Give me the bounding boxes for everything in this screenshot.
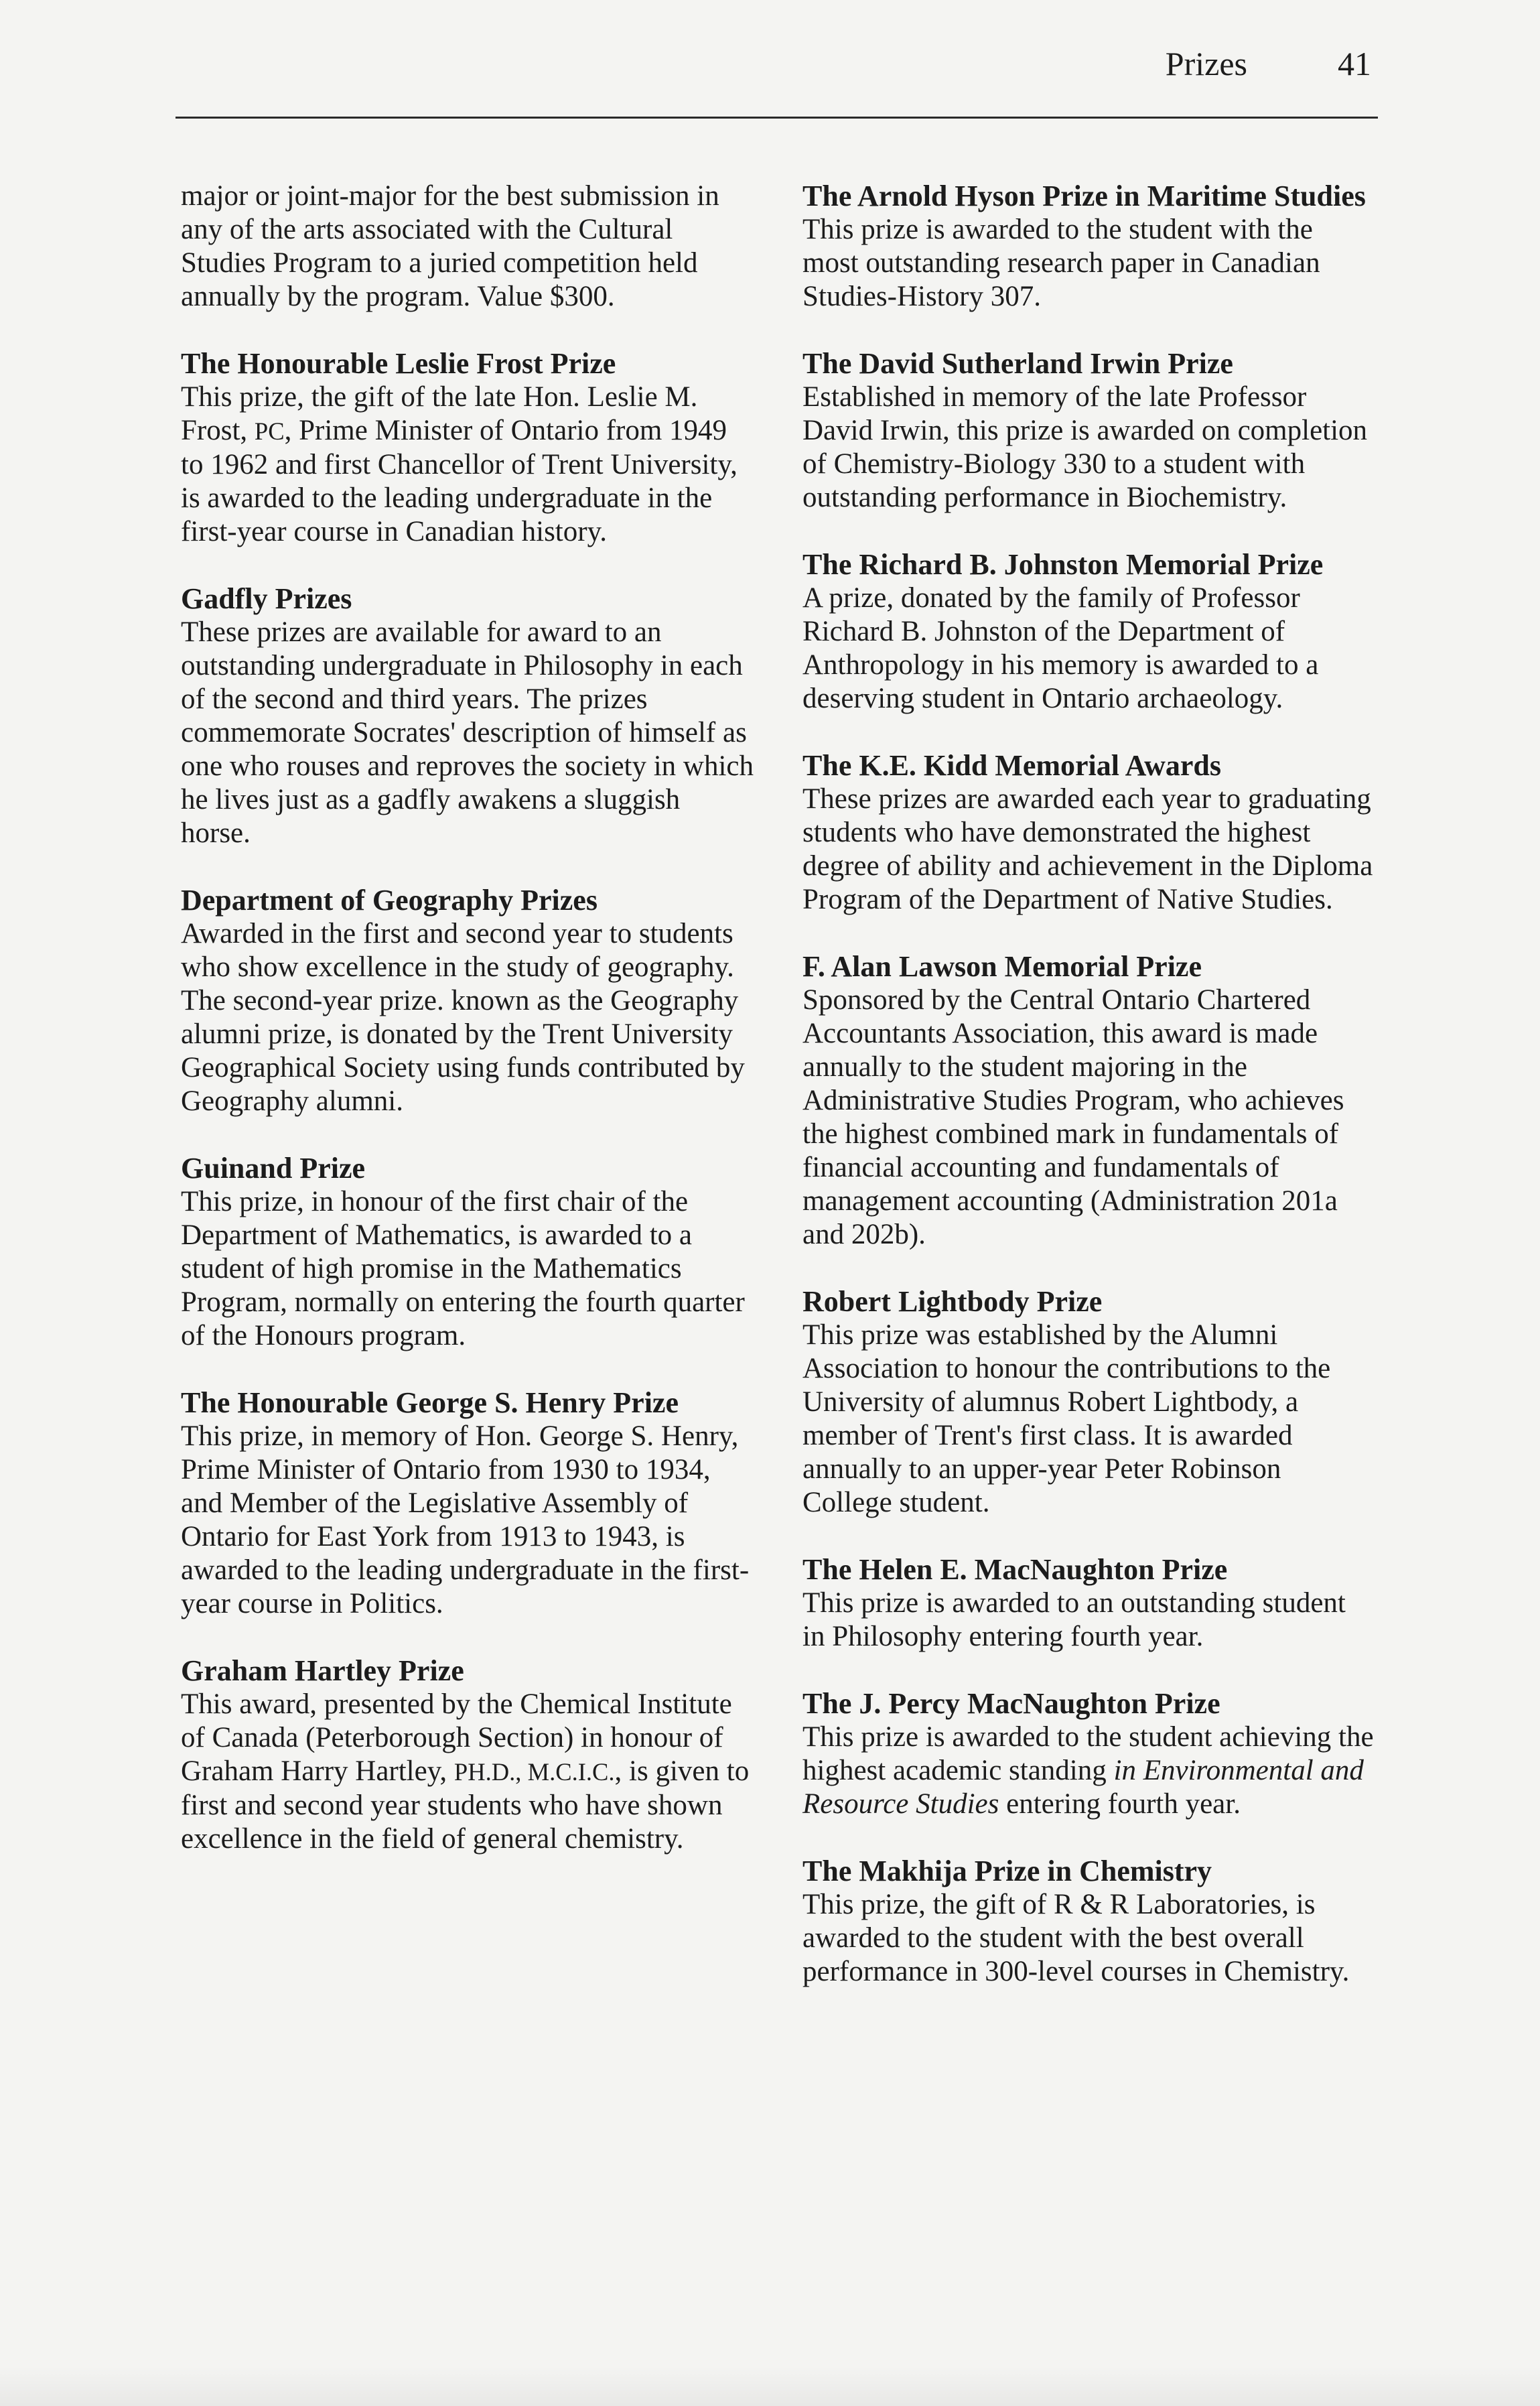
prize-entry-guinand <box>181 1152 754 1353</box>
entry-body: These prizes are awarded each year to graduating students who have demonstrated the highest degree of ability and achievement in the Diploma Program of the Department of Native Studies. <box>802 783 1373 915</box>
running-title: Prizes <box>1165 45 1247 82</box>
entry-body-smallcaps: PH.D., M.C.I.C. <box>453 1758 615 1786</box>
prize-entry-alan-lawson <box>802 950 1375 1252</box>
entry-body: This prize, the gift of R & R Laboratories, is awarded to the student with the best overall performance in 300-level courses in Chemistry. <box>802 1889 1350 1987</box>
right-column <box>802 180 1375 2022</box>
entry-body <box>802 1721 1375 1821</box>
entry-body: These prizes are available for award to an outstanding undergraduate in Philosophy in each of the second and third years. The prizes commemorate Socrates' description of himself as one who rouses and reproves the society in which he lives just as a gadfly awakens a sluggish horse. <box>181 616 754 849</box>
entry-body: This prize was established by the Alumni Association to honour the contributions to the University of alumnus Robert Lightbody, a member of Trent's first class. It is awarded annually to an upper-year Peter Robinson College student. <box>802 1319 1331 1518</box>
prize-entry-david-irwin <box>802 347 1375 515</box>
page-number: 41 <box>1338 45 1371 82</box>
entry-title: The David Sutherland Irwin Prize <box>802 347 1233 380</box>
entry-title: The K.E. Kidd Memorial Awards <box>802 749 1221 782</box>
prize-entry-geography <box>181 884 754 1118</box>
entry-title: Graham Hartley Prize <box>181 1654 464 1687</box>
entry-title: The Richard B. Johnston Memorial Prize <box>802 548 1324 581</box>
entry-body: This prize is awarded to an outstanding student in Philosophy entering fourth year. <box>802 1587 1346 1652</box>
entry-body-text: , Prime Minister of Ontario from 1949 to 1962 and first Chancellor of Trent University, is awarded to the leading undergraduate in the first-year course in Canadian history. <box>181 415 738 547</box>
page-header <box>176 42 1378 109</box>
prize-entry-helen-macnaughton <box>802 1553 1375 1654</box>
prize-entry-ke-kidd <box>802 749 1375 917</box>
prize-entry-continuation <box>181 180 754 314</box>
prize-entry-robert-lightbody <box>802 1285 1375 1520</box>
entry-title: The Helen E. MacNaughton Prize <box>802 1553 1228 1586</box>
left-column <box>181 180 754 1889</box>
entry-body-text: This prize is awarded to the student achieving the highest academic standing <box>802 1721 1374 1786</box>
entry-title: Robert Lightbody Prize <box>802 1285 1103 1318</box>
entry-title: F. Alan Lawson Memorial Prize <box>802 950 1202 983</box>
prize-entry-arnold-hyson <box>802 180 1375 314</box>
page-edge-shadow <box>0 2366 1540 2406</box>
entry-body-smallcaps: PC <box>254 417 285 445</box>
entry-title: Gadfly Prizes <box>181 582 352 615</box>
entry-body: This prize is awarded to the student with the most outstanding research paper in Canadian Studies-History 307. <box>802 214 1320 312</box>
entry-title: Department of Geography Prizes <box>181 884 598 917</box>
prize-entry-makhija <box>802 1855 1375 1989</box>
entry-body: major or joint-major for the best submission in any of the arts associated with the Cultural Studies Program to a juried competition held annually by the program. Value $300. <box>181 180 719 312</box>
prize-entry-graham-hartley <box>181 1654 754 1856</box>
entry-body <box>181 381 754 549</box>
prize-entry-richard-johnston <box>802 548 1375 716</box>
entry-body <box>181 1688 754 1856</box>
prize-entry-percy-macnaughton <box>802 1687 1375 1821</box>
entry-title: The Honourable George S. Henry Prize <box>181 1386 679 1419</box>
header-rule <box>176 117 1378 119</box>
prize-entry-gadfly <box>181 582 754 850</box>
entry-title: Guinand Prize <box>181 1152 366 1185</box>
entry-body-italic: in Environmental and Resource Studies <box>802 1755 1364 1820</box>
entry-body: This prize, in honour of the first chair of the Department of Mathematics, is awarded to a student of high promise in the Mathematics Program, normally on entering the fourth quarter of the Honours program. <box>181 1186 745 1351</box>
entry-body-text: This award, presented by the Chemical Institute of Canada (Peterborough Section) in honour of Graham Harry Hartley, <box>181 1688 732 1787</box>
entry-title: The Honourable Leslie Frost Prize <box>181 347 616 380</box>
prize-entry-leslie-frost <box>181 347 754 549</box>
entry-body: Established in memory of the late Professor David Irwin, this prize is awarded on completion of Chemistry-Biology 330 to a student with outstanding performance in Biochemistry. <box>802 381 1368 513</box>
entry-body: This prize, in memory of Hon. George S. Henry, Prime Minister of Ontario from 1930 to 1934, and Member of the Legislative Assembly of Ontario for East York from 1913 to 1943, is awarded to the leading undergraduate in the first-year course in Politics. <box>181 1420 750 1619</box>
prize-entry-george-henry <box>181 1386 754 1621</box>
entry-title: The J. Percy MacNaughton Prize <box>802 1687 1220 1720</box>
entry-body: Awarded in the first and second year to students who show excellence in the study of geography. The second-year prize. known as the Geography alumni prize, is donated by the Trent University Geographical Society using funds contributed by Geography alumni. <box>181 918 745 1117</box>
entry-body-text: , is given to first and second year students who have shown excellence in the field of general chemistry. <box>181 1755 750 1855</box>
entry-body-text: This prize, the gift of the late Hon. Leslie M. Frost, <box>181 381 698 446</box>
entry-body: Sponsored by the Central Ontario Chartered Accountants Association, this award is made annually to the student majoring in the Administrative Studies Program, who achieves the highest combined mark in fundamentals of financial accounting and fundamentals of management accounting (Administration 201a and 202b). <box>802 984 1344 1250</box>
entry-body: A prize, donated by the family of Professor Richard B. Johnston of the Department of Anthropology in his memory is awarded to a deserving student in Ontario archaeology. <box>802 582 1319 714</box>
entry-title: The Arnold Hyson Prize in Maritime Studies <box>802 180 1366 212</box>
entry-title: The Makhija Prize in Chemistry <box>802 1855 1212 1887</box>
entry-body-text: entering fourth year. <box>999 1788 1241 1820</box>
